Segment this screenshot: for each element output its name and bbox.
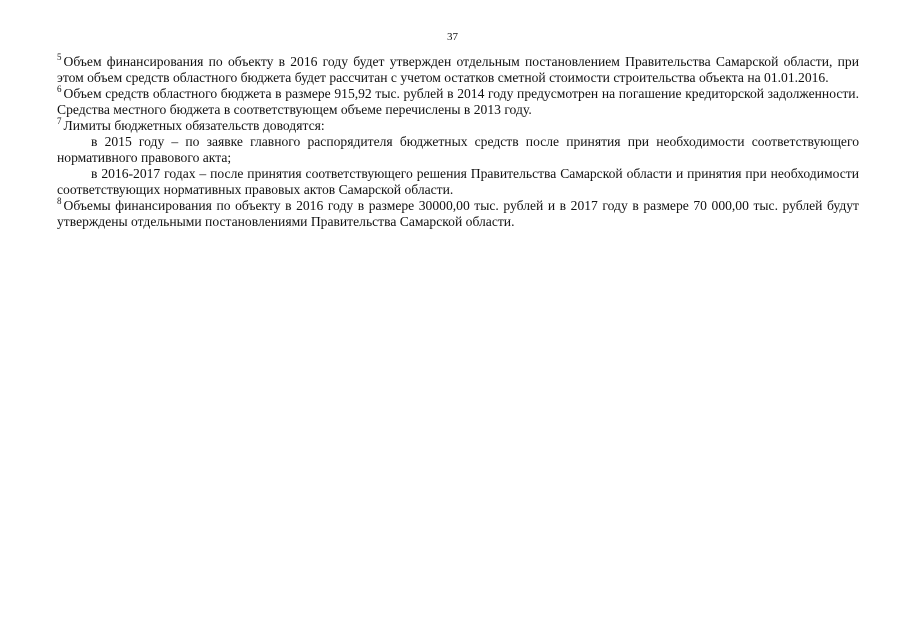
footnote-marker: 6 xyxy=(57,84,62,95)
footnote-text: Объем средств областного бюджета в размере 915,92 тыс. рублей в 2014 году предусмотрен на погашение кредиторской задолженности. Средства местного бюджета в соответствующем объеме перечислены в 2013 году. xyxy=(57,86,859,117)
page-number: 37 xyxy=(447,31,458,43)
footnote-marker: 7 xyxy=(57,116,62,127)
footnote-7-paragraph-2: в 2016-2017 годах – после принятия соответствующего решения Правительства Самарской области и принятия при необходимости соответствующих нормативных правовых актов Самарской области. xyxy=(57,166,859,197)
footnote-6 xyxy=(57,86,859,118)
footnote-7-paragraph-1: в 2015 году – по заявке главного распорядителя бюджетных средств после принятия при необходимости соответствующего нормативного правового акта; xyxy=(57,134,859,165)
footnote-marker: 5 xyxy=(57,52,62,63)
footnote-7 xyxy=(57,118,859,134)
footnote-marker: 8 xyxy=(57,196,62,207)
footnote-text: Объем финансирования по объекту в 2016 году будет утвержден отдельным постановлением Правительства Самарской области, при этом объем средств областного бюджета будет рассчитан с учетом остатков сметной стоимости строительства объекта на 01.01.2016. xyxy=(57,54,859,85)
footnotes-section xyxy=(57,54,859,230)
footnote-5 xyxy=(57,54,859,86)
footnote-text: Лимиты бюджетных обязательств доводятся: xyxy=(63,118,325,133)
footnote-8 xyxy=(57,198,859,230)
footnote-text: Объемы финансирования по объекту в 2016 году в размере 30000,00 тыс. рублей и в 2017 году в размере 70 000,00 тыс. рублей будут утверждены отдельными постановлениями Правительства Самарской области. xyxy=(57,198,859,229)
